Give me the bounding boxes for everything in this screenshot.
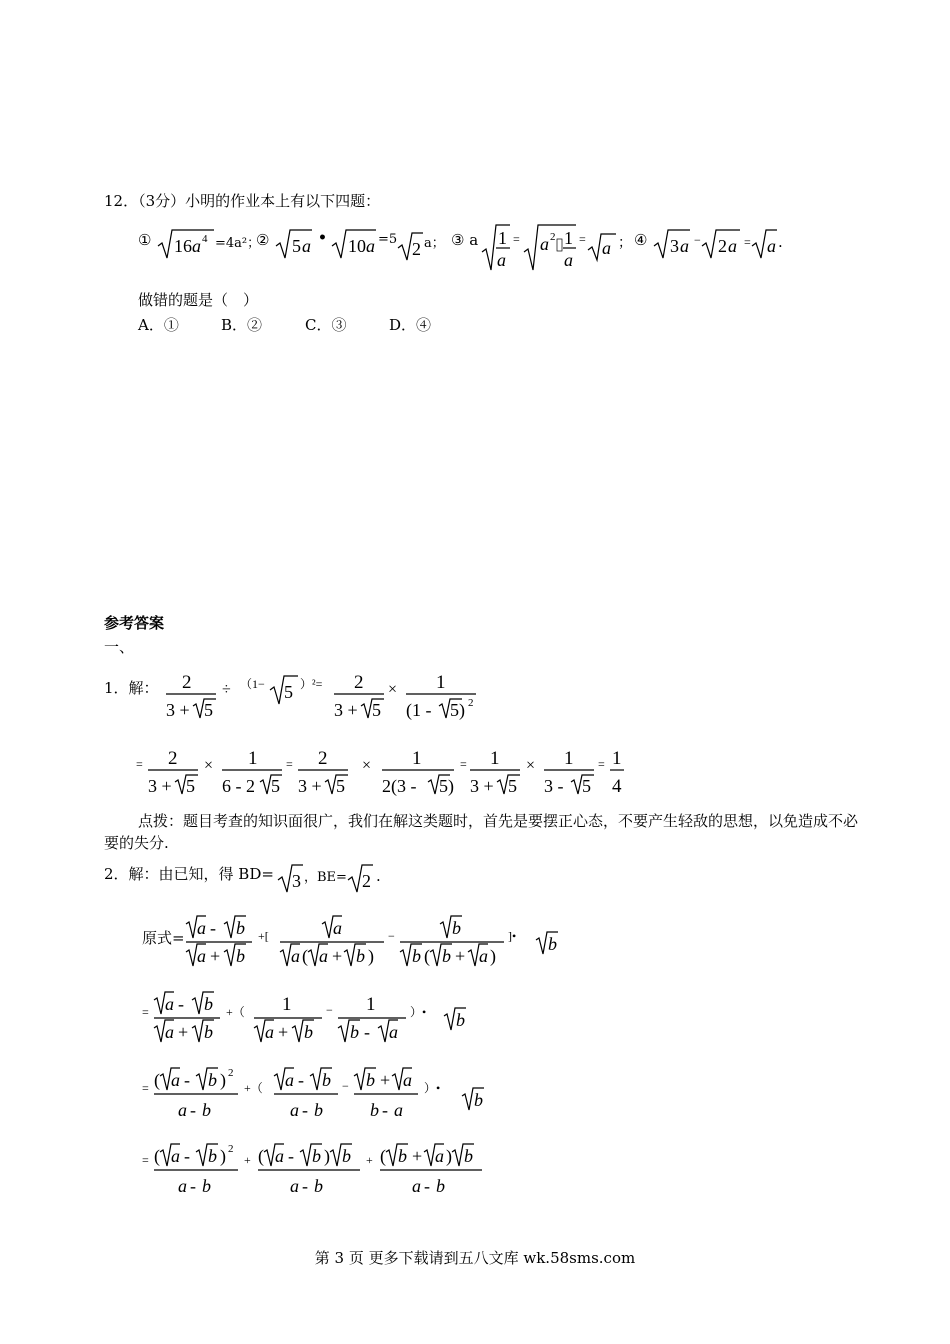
svg-text:1: 1 <box>612 748 622 769</box>
svg-text:2: 2 <box>168 748 178 769</box>
svg-text:): ) <box>324 1146 330 1166</box>
svg-text:=: = <box>460 757 467 771</box>
svg-text:−: − <box>342 1079 349 1093</box>
svg-text:-: - <box>184 1070 190 1090</box>
option-a: A．① <box>138 316 179 334</box>
svg-text:a: a <box>178 1100 187 1120</box>
svg-text:+: + <box>380 1070 391 1090</box>
svg-text:3 +: 3 + <box>166 700 190 720</box>
svg-text:2: 2 <box>412 239 421 259</box>
svg-text:+: + <box>210 946 221 966</box>
svg-text:a: a <box>333 918 342 938</box>
svg-text:）•: ）• <box>424 1081 441 1095</box>
svg-text:a: a <box>319 946 328 966</box>
svg-text:b: b <box>436 1176 445 1196</box>
svg-text:3 +: 3 + <box>470 776 494 796</box>
svg-text:16: 16 <box>174 236 192 256</box>
svg-text:1: 1 <box>498 228 507 248</box>
svg-text:b: b <box>208 1146 217 1166</box>
svg-text:b: b <box>464 1146 473 1166</box>
svg-text:2: 2 <box>354 672 364 693</box>
sqrt-2-be <box>346 862 374 896</box>
svg-text:2: 2 <box>318 748 328 769</box>
statement-4-end: . <box>778 233 783 251</box>
answer-1-label: 1．解： <box>104 679 159 697</box>
svg-text:-: - <box>424 1176 430 1196</box>
statement-3-mark: ③ a <box>451 231 479 249</box>
statement-2-tail: a； <box>424 236 445 251</box>
svg-text:（1−: （1− <box>240 677 265 691</box>
svg-text:b: b <box>236 946 245 966</box>
svg-text:）•: ）• <box>410 1005 427 1019</box>
svg-text:a: a <box>680 236 689 256</box>
svg-text:3: 3 <box>292 871 301 891</box>
statement-3-sep: ； <box>618 235 632 251</box>
svg-text:=: = <box>598 757 605 771</box>
svg-text:×: × <box>388 681 398 698</box>
svg-text:a: a <box>171 1146 180 1166</box>
svg-text:-: - <box>288 1146 294 1166</box>
svg-text:a: a <box>412 1176 421 1196</box>
svg-text:b: b <box>304 1022 313 1042</box>
svg-text:b: b <box>442 946 451 966</box>
svg-text:a: a <box>564 250 573 270</box>
svg-text:2: 2 <box>182 672 192 693</box>
svg-text:6 - 2: 6 - 2 <box>222 776 255 796</box>
svg-text:(: ( <box>424 946 430 966</box>
svg-text:1: 1 <box>564 748 574 769</box>
svg-text:): ) <box>368 946 374 966</box>
option-c: C．③ <box>305 316 347 334</box>
svg-text:a: a <box>302 236 311 256</box>
svg-text:=: = <box>142 1081 149 1095</box>
svg-text:b: b <box>456 1010 465 1030</box>
svg-text:a: a <box>178 1176 187 1196</box>
svg-text:a: a <box>165 1022 174 1042</box>
svg-text:b: b <box>342 1146 351 1166</box>
svg-text:): ) <box>446 1146 452 1166</box>
svg-text:-: - <box>210 918 216 938</box>
svg-text:1: 1 <box>490 748 500 769</box>
sqrt-2 <box>396 230 424 264</box>
svg-text:+: + <box>366 1153 373 1167</box>
svg-text:b: b <box>370 1100 379 1120</box>
svg-text:−: − <box>326 1003 333 1017</box>
svg-text:(: ( <box>154 1070 160 1090</box>
svg-text:a: a <box>290 1100 299 1120</box>
svg-text:b: b <box>548 934 557 954</box>
svg-text:a: a <box>479 946 488 966</box>
svg-text:=: = <box>136 757 143 771</box>
svg-text:+: + <box>244 1153 251 1167</box>
svg-text:−: − <box>694 233 701 247</box>
svg-text:(: ( <box>258 1146 264 1166</box>
svg-text:-: - <box>178 994 184 1014</box>
svg-text:a: a <box>265 1022 274 1042</box>
svg-text:+: + <box>412 1146 423 1166</box>
svg-text:a: a <box>165 994 174 1014</box>
answer-1-note: 点拨：题目考查的知识面很广，我们在解这类题时，首先是要摆正心态，不要产生轻敌的思想，以免造成不必要的失分. <box>104 812 859 852</box>
svg-text:5: 5 <box>284 682 293 702</box>
svg-text:b: b <box>356 946 365 966</box>
answer-2-label: 2．解：由已知，得 BD= <box>104 865 274 883</box>
svg-text:3 +: 3 + <box>298 776 322 796</box>
answer-2-mid: ，BE= <box>304 870 347 885</box>
svg-text:5: 5 <box>204 700 213 720</box>
svg-text:1: 1 <box>282 994 292 1015</box>
svg-text:=: = <box>286 757 293 771</box>
svg-text:a: a <box>285 1070 294 1090</box>
svg-text:a: a <box>389 1022 398 1042</box>
svg-text:-: - <box>302 1100 308 1120</box>
svg-text:1: 1 <box>436 672 446 693</box>
svg-text:-: - <box>364 1022 370 1042</box>
answer-2-line-3 <box>140 1064 500 1126</box>
svg-text:−: − <box>388 929 395 943</box>
sqrt-3 <box>276 862 304 896</box>
svg-text:5: 5 <box>508 776 517 796</box>
svg-text:+（: +（ <box>226 1005 245 1019</box>
svg-text:=: = <box>579 232 586 246</box>
svg-text:b: b <box>204 994 213 1014</box>
svg-text:a: a <box>192 236 201 256</box>
svg-text:÷: ÷ <box>222 681 231 698</box>
svg-text:5: 5 <box>372 700 381 720</box>
svg-text:1: 1 <box>412 748 422 769</box>
svg-text:×: × <box>204 757 214 774</box>
svg-text:-: - <box>298 1070 304 1090</box>
svg-text:+: + <box>455 946 466 966</box>
svg-text:3 +: 3 + <box>148 776 172 796</box>
svg-text:-: - <box>184 1146 190 1166</box>
statement-4-mark: ④ <box>634 231 648 249</box>
svg-text:b: b <box>236 918 245 938</box>
svg-text:1: 1 <box>248 748 258 769</box>
svg-text:+: + <box>278 1022 289 1042</box>
svg-text:-: - <box>190 1100 196 1120</box>
svg-text:b: b <box>314 1176 323 1196</box>
svg-text:=: = <box>142 1153 149 1167</box>
svg-text:a: a <box>366 236 375 256</box>
svg-text:2: 2 <box>228 1143 234 1155</box>
svg-text:-: - <box>382 1100 388 1120</box>
svg-text:b: b <box>474 1090 483 1110</box>
svg-text:a: a <box>728 236 737 256</box>
svg-text:(: ( <box>302 946 308 966</box>
svg-text:b: b <box>312 1146 321 1166</box>
svg-text:a: a <box>403 1070 412 1090</box>
svg-text:a: a <box>275 1146 284 1166</box>
answers-section: 一、 <box>104 638 135 656</box>
svg-text:a: a <box>602 238 611 258</box>
svg-text:(1 -: (1 - <box>406 700 432 720</box>
svg-text:=: = <box>744 235 751 249</box>
answer-1-line-1 <box>162 666 482 724</box>
answer-1-line-2 <box>134 742 634 800</box>
svg-text:5): 5) <box>439 776 454 796</box>
answer-2-end: . <box>376 867 381 885</box>
statement-2-result: =5 <box>378 232 398 247</box>
svg-text:5: 5 <box>186 776 195 796</box>
svg-text:b: b <box>412 946 421 966</box>
svg-text:2: 2 <box>362 871 371 891</box>
svg-text:）²=: ）²= <box>300 677 323 691</box>
original-expression-label: 原式= <box>142 929 185 947</box>
svg-text:5: 5 <box>582 776 591 796</box>
svg-text:b: b <box>208 1070 217 1090</box>
svg-text:=: = <box>142 1005 149 1019</box>
svg-text:10: 10 <box>348 236 366 256</box>
svg-text:(: ( <box>380 1146 386 1166</box>
svg-text:=: = <box>513 232 520 246</box>
sqrt-5a <box>274 226 314 262</box>
answer-2-line-2 <box>140 988 480 1050</box>
svg-text:a: a <box>540 234 549 254</box>
svg-text:b: b <box>398 1146 407 1166</box>
statement-1-result: =4a²； <box>215 236 261 251</box>
option-b: B．② <box>221 316 263 334</box>
svg-text:-: - <box>190 1176 196 1196</box>
svg-text:): ) <box>220 1146 226 1166</box>
sqrt-10a <box>330 226 378 262</box>
svg-text:b: b <box>204 1022 213 1042</box>
svg-text:+: + <box>332 946 343 966</box>
svg-text:a: a <box>197 946 206 966</box>
statement-2-dot: • <box>318 230 327 246</box>
svg-text:+: + <box>178 1022 189 1042</box>
svg-text:5: 5 <box>271 776 280 796</box>
svg-text:b: b <box>202 1100 211 1120</box>
answer-2-line-4 <box>140 1140 500 1202</box>
svg-text:(: ( <box>154 1146 160 1166</box>
svg-text:a: a <box>497 250 506 270</box>
svg-text:a: a <box>197 918 206 938</box>
svg-text:a: a <box>171 1070 180 1090</box>
statement-2-mark: ② <box>256 231 270 249</box>
svg-text:-: - <box>302 1176 308 1196</box>
option-d: D．④ <box>389 316 432 334</box>
svg-text:2: 2 <box>228 1067 234 1079</box>
svg-text:1: 1 <box>564 228 573 248</box>
svg-text:b: b <box>350 1022 359 1042</box>
svg-text:a: a <box>435 1146 444 1166</box>
answer-2-line-1 <box>184 912 564 974</box>
svg-text:]•: ]• <box>508 929 517 943</box>
svg-text:2: 2 <box>718 236 727 256</box>
svg-text:b: b <box>366 1070 375 1090</box>
question-12-prompt: 12．（3分）小明的作业本上有以下四题： <box>104 192 381 210</box>
svg-text:): ) <box>490 946 496 966</box>
svg-text:2: 2 <box>468 697 474 709</box>
svg-text:5: 5 <box>292 236 301 256</box>
page-footer: 第 3 页 更多下载请到五八文库 wk.58sms.com <box>314 1249 636 1267</box>
svg-text:4: 4 <box>612 776 622 797</box>
svg-text:5): 5) <box>450 700 465 720</box>
svg-text:2(3 -: 2(3 - <box>382 776 417 796</box>
svg-text:×: × <box>526 757 536 774</box>
svg-text:×: × <box>362 757 372 774</box>
answers-title: 参考答案 <box>104 614 165 632</box>
sqrt-16a4 <box>156 226 216 262</box>
statement-4-expression <box>652 226 780 262</box>
svg-text:b: b <box>452 918 461 938</box>
svg-text:+（: +（ <box>244 1081 263 1095</box>
svg-text:1: 1 <box>366 994 376 1015</box>
svg-text:3 -: 3 - <box>544 776 564 796</box>
svg-text:4: 4 <box>202 233 208 245</box>
svg-text:+[: +[ <box>258 929 269 943</box>
svg-text:5: 5 <box>336 776 345 796</box>
svg-text:b: b <box>322 1070 331 1090</box>
svg-text:a: a <box>767 236 776 256</box>
statement-3-expression <box>480 222 620 274</box>
svg-text:3 +: 3 + <box>334 700 358 720</box>
statement-1-mark: ① <box>138 231 152 249</box>
svg-text:a: a <box>291 946 300 966</box>
svg-text:b: b <box>202 1176 211 1196</box>
svg-text:3: 3 <box>670 236 679 256</box>
question-12-ask: 做错的题是（ ） <box>138 291 259 309</box>
svg-text:a: a <box>394 1100 403 1120</box>
svg-text:b: b <box>314 1100 323 1120</box>
svg-text:2: 2 <box>550 231 556 243</box>
svg-text:a: a <box>290 1176 299 1196</box>
svg-text:): ) <box>220 1070 226 1090</box>
